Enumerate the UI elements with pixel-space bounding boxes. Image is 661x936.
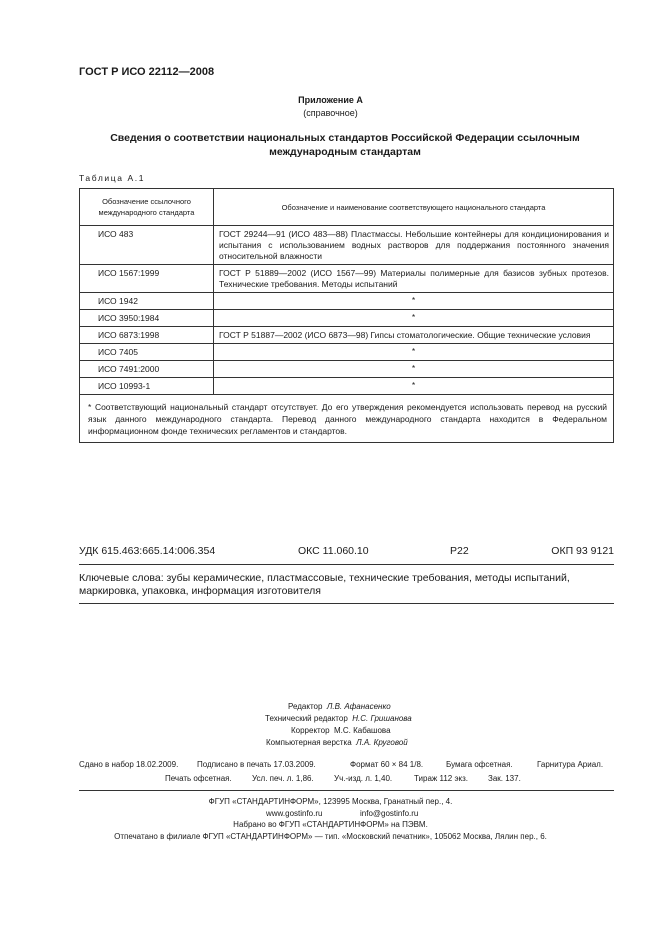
publisher-address: ФГУП «СТАНДАРТИНФОРМ», 123995 Москва, Гранатный пер., 4.: [208, 797, 453, 806]
table-row: [80, 226, 614, 265]
editor-name: Л.В. Афанасенко: [326, 702, 391, 711]
divider: [79, 603, 614, 604]
table-row: [80, 378, 614, 395]
table-row: [80, 310, 614, 327]
national-cell: ГОСТ Р 51887—2002 (ИСО 6873—98) Гипсы стоматологические. Общие технические условия: [214, 327, 614, 344]
oks-code: ОКС 11.060.10: [298, 545, 369, 557]
keywords: Ключевые слова: зубы керамические, пластмассовые, технические требования, методы испытаний, маркировка, упаковка, информация изготовителя: [79, 572, 570, 597]
national-cell: *: [214, 361, 614, 378]
page-title-line1: Сведения о соответствии национальных стандартов Российской Федерации ссылочным: [110, 132, 580, 144]
publisher-email: info@gostinfo.ru: [360, 809, 419, 818]
publisher-site: www.gostinfo.ru: [266, 809, 323, 818]
tech-editor-name: Н.С. Гришанова: [352, 714, 412, 723]
layout-name: Л.А. Круговой: [356, 738, 408, 747]
table-footnote-row: [80, 395, 614, 443]
national-cell: ГОСТ 29244—91 (ИСО 483—88) Пластмассы. Небольшие контейнеры для кондиционирования и испытания с использованием водных растворов для поддержания постоянного значения относительной влажности: [214, 226, 614, 265]
national-cell: *: [214, 310, 614, 327]
national-cell: *: [214, 293, 614, 310]
header-national-standard: Обозначение и наименование соответствующего национального стандарта: [214, 189, 614, 226]
tech-editor-line: [265, 714, 412, 723]
table-row: [80, 344, 614, 361]
imprint-sheets: Усл. печ. л. 1,86.: [252, 774, 314, 783]
table-label: Таблица А.1: [79, 173, 146, 183]
ref-cell: ИСО 7491:2000: [80, 361, 214, 378]
okp-code: ОКП 93 9121: [551, 545, 614, 557]
imprint-format: Формат 60 × 84 1/8.: [350, 760, 424, 769]
group-code: Р22: [450, 545, 469, 557]
table-row: [80, 293, 614, 310]
table-row: [80, 265, 614, 293]
imprint-copies: Тираж 112 экз.: [414, 774, 469, 783]
divider: [79, 790, 614, 791]
layout-line: [266, 738, 408, 747]
corrector-line: [291, 726, 391, 735]
imprint-order: Зак. 137.: [488, 774, 521, 783]
divider: [79, 564, 614, 565]
imprint-signed: Подписано в печать 17.03.2009.: [197, 760, 316, 769]
national-cell: *: [214, 378, 614, 395]
corrector-name: М.С. Кабашова: [333, 726, 391, 735]
ref-cell: ИСО 10993-1: [80, 378, 214, 395]
classification-row: [79, 545, 614, 559]
ref-cell: ИСО 1567:1999: [80, 265, 214, 293]
corrector-label: Корректор: [291, 726, 330, 735]
annex-title: Приложение А: [298, 95, 363, 105]
ref-cell: ИСО 483: [80, 226, 214, 265]
national-cell: ГОСТ Р 51889—2002 (ИСО 1567—99) Материалы полимерные для базисов зубных протезов. Технические требования. Методы испытаний: [214, 265, 614, 293]
table-footnote: * Соответствующий национальный стандарт отсутствует. До его утверждения рекомендуется использовать перевод на русский язык данного международного стандарта. Перевод данного международного стандарта находится в Федеральном информационном фонде технических регламентов и стандартов.: [80, 395, 614, 443]
imprint-print: Печать офсетная.: [165, 774, 232, 783]
editor-line: [288, 702, 391, 711]
tech-editor-label: Технический редактор: [265, 714, 348, 723]
ref-cell: ИСО 1942: [80, 293, 214, 310]
header-ref-standard: Обозначение ссылочного международного стандарта: [80, 189, 214, 226]
editor-label: Редактор: [288, 702, 323, 711]
udk-code: УДК 615.463:665.14:006.354: [79, 545, 216, 557]
table-header-row: [80, 189, 614, 226]
ref-cell: ИСО 6873:1998: [80, 327, 214, 344]
table-row: [80, 327, 614, 344]
ref-cell: ИСО 3950:1984: [80, 310, 214, 327]
ref-cell: ИСО 7405: [80, 344, 214, 361]
imprint-sent: Сдано в набор 18.02.2009.: [79, 760, 179, 769]
imprint-paper: Бумага офсетная.: [446, 760, 513, 769]
publisher-printed: Отпечатано в филиале ФГУП «СТАНДАРТИНФОРМ» — тип. «Московский печатник», 105062 Москва, Лялин пер., 6.: [114, 832, 547, 841]
publisher-typeset: Набрано во ФГУП «СТАНДАРТИНФОРМ» на ПЭВМ.: [233, 820, 428, 829]
table-row: [80, 361, 614, 378]
standard-code: ГОСТ Р ИСО 22112—2008: [79, 66, 215, 78]
reference-table: [79, 188, 614, 443]
page-title-line2: международным стандартам: [269, 146, 421, 158]
annex-note: (справочное): [303, 108, 358, 118]
imprint-font: Гарнитура Ариал.: [537, 760, 604, 769]
national-cell: *: [214, 344, 614, 361]
imprint-pub-sheets: Уч.-изд. л. 1,40.: [334, 774, 393, 783]
page-title: [110, 131, 580, 159]
layout-label: Компьютерная верстка: [266, 738, 352, 747]
